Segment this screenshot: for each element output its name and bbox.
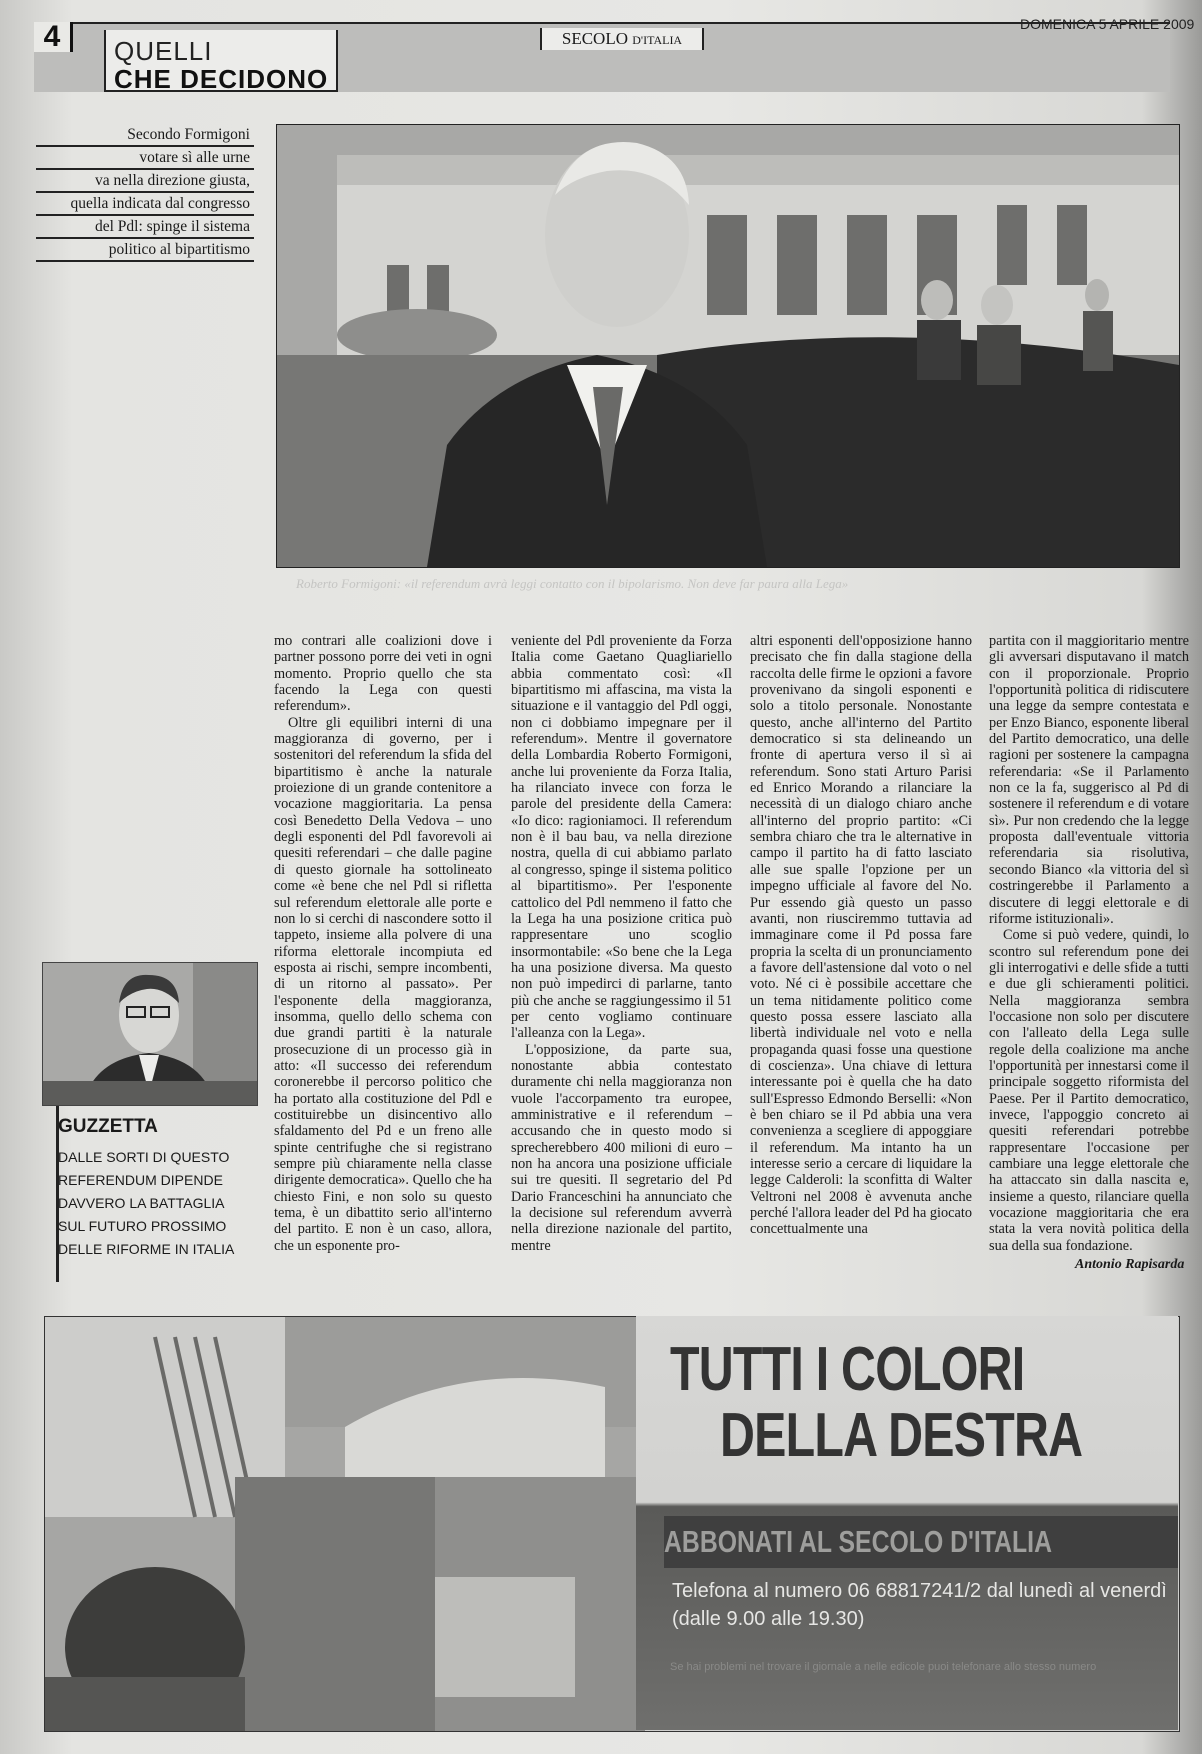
sidebar-quote: DALLE SORTI DI QUESTO REFERENDUM DIPENDE DAVVERO LA BATTAGLIA SUL FUTURO PROSSIMO DELLE RIFORME IN ITALIA xyxy=(58,1149,235,1257)
ad-footnote: Se hai problemi nel trovare il giornale a nelle edicole puoi telefonare allo stesso numero xyxy=(670,1661,1097,1673)
ad-collage xyxy=(45,1317,645,1731)
pull-quote-box xyxy=(36,124,254,262)
paragraph: L'opposizione, da parte sua, nonostante abbia contestato duramente chi nella maggioranza non vuole l'accorpamento tra europee, amministrative e il referendum – accusando che in questo modo si sprecherebbero 400 milioni di euro – non ha ancora una posizione ufficiale sui tre quesiti. Il segretario del Pd Dario Franceschini ha annunciato che la decisione sul referendum avverrà nella direzione nazionale del partito, mentre xyxy=(511,1041,732,1254)
main-photo xyxy=(276,124,1180,568)
guzzetta-photo xyxy=(42,962,258,1106)
photo-caption: Roberto Formigoni: «il referendum avrà leggi contatto con il bipolarismo. Non deve far paura alla Lega» xyxy=(296,576,849,591)
guzzetta-photo-illustration xyxy=(43,963,257,1105)
paragraph: veniente del Pdl proveniente da Forza Italia come Gaetano Quagliariello abbia commentato così: «Il bipartitismo mi affascina, ma vista la situazione e il vantaggio del Pdl oggi, non ci dobbiamo impegnare per il referendum». Mentre il governatore della Lombardia Roberto Formigoni, anche lui proveniente da Forza Italia, ha rilanciato invece con forza le parole del presidente della Camera: «Io dico: ragioniamoci. Il referendum non è il bau bau, va nella direzione nostra, quella di cui abbiamo parlato al congresso, spinge il sistema politico al bipartitismo». Per l'esponente cattolico del Pdl nemmeno il fatto che la Lega ha una posizione critica può rappresentare uno scoglio insormontabile: «So bene che la Lega ha una posizione diversa. Ma questo non può impedirci di parlarne, tanto più che anche se raggiungessimo il 51 per cento vogliamo continuare l'alleanza con la Lega». xyxy=(511,633,732,1042)
ad-phone-line1: Telefona al numero 06 68817241/2 dal lunedì al venerdì xyxy=(672,1580,1167,1602)
page-number: 4 xyxy=(34,22,73,52)
ad-phone-line2: (dalle 9.00 alle 19.30) xyxy=(672,1608,865,1630)
main-photo-illustration xyxy=(277,125,1179,567)
article-column-4 xyxy=(989,633,1189,1254)
issue-date: DOMENICA 5 APRILE 2009 xyxy=(1020,16,1195,32)
article-column-1 xyxy=(274,633,492,1254)
pull-quote-line: votare sì alle urne xyxy=(36,147,254,170)
pull-quote-line: quella indicata dal congresso xyxy=(36,193,254,216)
masthead-small: D'ITALIA xyxy=(632,33,683,47)
masthead-name: SECOLO xyxy=(561,29,628,48)
paragraph: mo contrari alle coalizioni dove i partner possono porre dei veti in ogni momento. Proprio quello che sta facendo la Lega con questi referendum». xyxy=(274,633,492,715)
article-column-3 xyxy=(750,633,972,1238)
sidebar-name: GUZZETTA xyxy=(58,1116,158,1137)
masthead xyxy=(540,28,704,50)
pull-quote-line: Secondo Formigoni xyxy=(36,124,254,147)
paragraph: partita con il maggioritario mentre gli avversari disputavano il match con il proporzionale. Proprio l'opportunità politica di ridiscutere una legge da sempre contestata e per Enzo Bianco, esponente liberal del Partito democratico, una delle ragioni per sostenere la campagna referendaria: «Se il Parlamento non ce la fa, suggerisco al Pd di sostenere il referendum e di votare sì». Pur non credendo che la legge proposta dall'eventuale vittoria referendaria sia risolutiva, secondo Bianco «la vittoria del sì costringerebbe il Parlamento a discutere di leggi elettorale e di riforme istituzionali». xyxy=(989,633,1189,927)
pull-quote-line: va nella direzione giusta, xyxy=(36,170,254,193)
ad-subtitle: ABBONATI AL SECOLO D'ITALIA xyxy=(664,1524,1052,1559)
paragraph: Come si può vedere, quindi, lo scontro sul referendum pone dei gli interrogativi e delle sfide a tutti e due gli schieramenti politici. Nella maggioranza sembra l'occasione non solo per discutere con l'alleato della Lega sulle regole della coalizione ma anche l'opportunità per innestarsi come il principale soggetto riformista del Paese. Per il Partito democratico, invece, l'appoggio concreto ai quesiti referendari potrebbe rappresentare l'occasione per cambiare una legge elettorale che ha attaccato sin dalla nascita e, insieme a questo, rilanciare quella vocazione maggioritaria che era stata la vera novità politica della sua della sua fondazione. xyxy=(989,927,1189,1254)
article-column-2 xyxy=(511,633,732,1254)
paragraph: Oltre gli equilibri interni di una maggioranza di governo, per i sostenitori del referendum la sfida del bipartitismo è anche la naturale proiezione di un grande contenitore a vocazione maggioritaria. La pensa così Benedetto Della Vedova – uno degli esponenti del Pdl favorevoli ai quesiti referendari – che dalle pagine di questo giornale ha sottolineato come «è bene che nel Pdl si rifletta sul referendum elettorale alle porte e non lo si cerchi di nascondere sotto il tappeto, insieme alla polvere di una riforma elettorale incompiuta ed esposta ai rischi, sempre incombenti, di un ritorno al passato». Per l'esponente della maggioranza, insomma, quello dello schema con due grandi partiti è la naturale prosecuzione di un processo già in atto: «Il successo dei referendum coronerebbe il percorso politico che ha portato alla costituzione del Pdl e costituirebbe un disincentivo allo sfaldamento del Pd e un freno alle spinte centrifughe che si registrano sempre più chiaramente nella classe dirigente democratica». Quello che ha chiesto Fini, e non solo su questo tema, è un dibattito serio all'interno del partito. E non è un caso, allora, che un esponente pro- xyxy=(274,714,492,1254)
pull-quote-line: del Pdl: spinge il sistema xyxy=(36,216,254,239)
ad-title-line1: TUTTI I COLORI xyxy=(670,1335,1025,1404)
paragraph: altri esponenti dell'opposizione hanno precisato che fin dalla stagione della raccolta delle firme le opzioni a favore provenivano da singoli esponenti e solo a titolo personale. Nonostante questo, anche all'interno del Partito democratico si sta delineando un fronte di apertura verso il sì ai referendum. Sono stati Arturo Parisi ed Enrico Morando a rilanciare la necessità di un dialogo chiaro anche all'interno del proprio partito: «Ci sembra chiaro che tra le alternative in campo il partito ha di fatto lasciato alle sue spalle l'opzione per un impegno ufficiale al favore del No. Pur essendo già questo un passo avanti, non riusciremmo tuttavia ad immaginare come il Pd possa fare propria la scelta di un pronunciamento a favore dell'astensione dal voto o nel voto. Né ci è possibile accettare che un tema nitidamente politico come questo possa essere lasciato alla libertà individuale nel voto e nella propaganda quasi fosse una questione di coscienza». Una chiave di lettura interessante poi è quella che ha dato sull'Espresso Edmondo Berselli: «Non è ben chiaro se il Pd abbia una vera convenienza a scegliere di appoggiare il referendum. Ma intanto ha un interesse serio a cercare di liquidare la legge Calderoli: la sconfitta di Walter Veltroni nel 2008 è avvenuta anche perché l'allora leader del Pd ha giocato concettualmente una xyxy=(750,633,972,1238)
section-title-line1: QUELLI xyxy=(114,36,213,66)
section-title-line2: CHE DECIDONO xyxy=(114,64,329,94)
byline: Antonio Rapisarda xyxy=(1075,1257,1185,1272)
ad-title-line2: DELLA DESTRA xyxy=(720,1401,1083,1470)
pull-quote-line: politico al bipartitismo xyxy=(36,239,254,262)
